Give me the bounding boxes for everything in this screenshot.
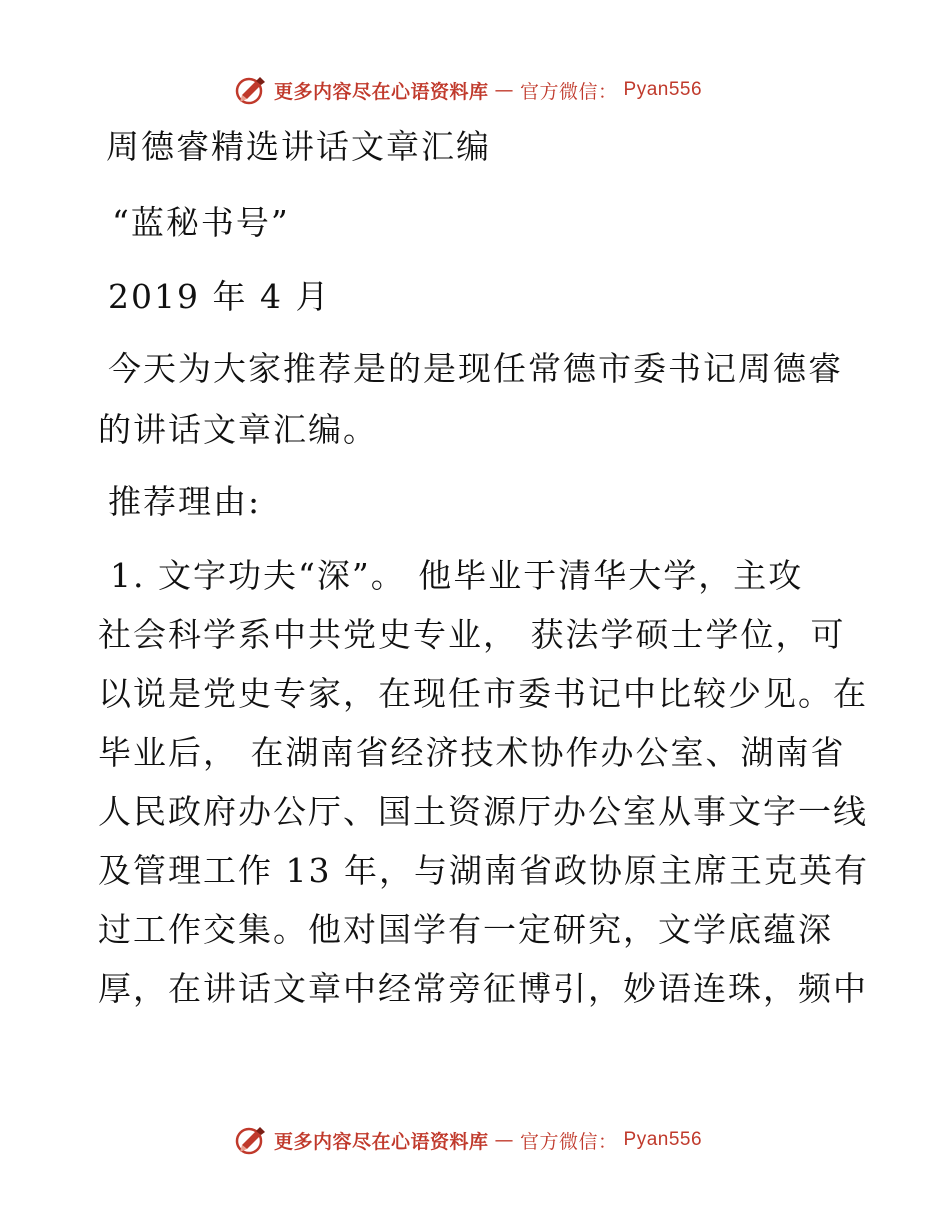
watermark-dash: — [494, 1129, 515, 1151]
body-line: 社会科学系中共党史专业， 获法学硕士学位，可 [98, 615, 846, 654]
reason-heading: 推荐理由: [108, 482, 262, 521]
body-line: 以说是党史专家，在现任市委书记中比较少见。在 [98, 674, 868, 713]
watermark-wechat-label: 官方微信： [520, 1130, 618, 1153]
header-watermark-banner [234, 72, 702, 108]
watermark-wechat-label: 官方微信： [520, 80, 618, 103]
body-line: 及管理工作 13 年，与湖南省政协原主席王克英有 [98, 851, 869, 890]
writing-hand-logo-icon [234, 1123, 268, 1157]
watermark-wechat-id: Pyan556 [623, 1129, 703, 1150]
body-line: 过工作交集。他对国学有一定研究，文学底蕴深 [98, 910, 833, 949]
body-line: 1. 文字功夫“深”。 他毕业于清华大学，主攻 [110, 556, 804, 595]
intro-line: 今天为大家推荐是的是现任常德市委书记周德睿 [108, 349, 843, 388]
body-line: 人民政府办公厅、国土资源厅办公室从事文字一线 [98, 792, 868, 831]
watermark-wechat-id: Pyan556 [623, 79, 703, 100]
footer-watermark-banner [234, 1122, 702, 1158]
body-line: 厚，在讲话文章中经常旁征博引，妙语连珠，频中 [98, 969, 868, 1008]
writing-hand-logo-icon [234, 73, 268, 107]
intro-line: 的讲话文章汇编。 [98, 410, 378, 449]
body-line: 毕业后， 在湖南省经济技术协作办公室、湖南省 [98, 733, 846, 772]
document-subtitle: “蓝秘书号” [112, 203, 290, 242]
watermark-ad-text: 更多内容尽在心语资料库 [274, 1130, 489, 1153]
watermark-ad-text: 更多内容尽在心语资料库 [274, 80, 489, 103]
document-title: 周德睿精选讲话文章汇编 [106, 127, 491, 166]
document-date: 2019 年 4 月 [108, 277, 331, 316]
watermark-dash: — [494, 79, 515, 101]
